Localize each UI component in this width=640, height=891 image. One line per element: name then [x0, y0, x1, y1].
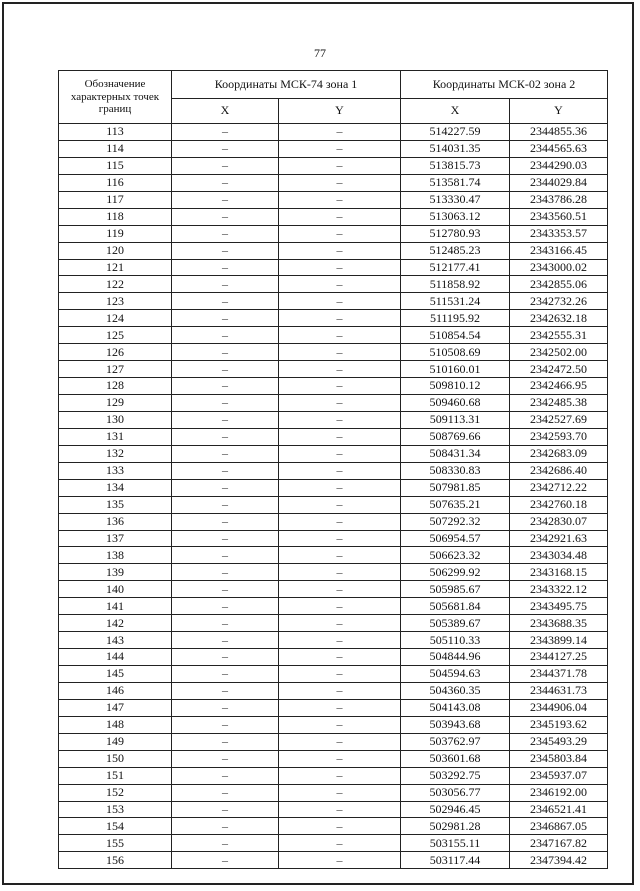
table-row	[59, 242, 608, 259]
point-cell: 147	[59, 699, 172, 716]
msk02-y-cell: 2342632.18	[510, 310, 608, 327]
msk02-y-cell: 2342686.40	[510, 462, 608, 479]
msk02-y-cell: 2344855.36	[510, 124, 608, 141]
point-cell: 132	[59, 445, 172, 462]
msk74-y-cell: –	[279, 327, 401, 344]
msk74-x-cell: –	[172, 157, 279, 174]
msk02-x-cell: 508330.83	[401, 462, 510, 479]
msk74-group-header: Координаты МСК-74 зона 1	[172, 71, 401, 99]
table-row	[59, 276, 608, 293]
msk02-x-cell: 512780.93	[401, 225, 510, 242]
point-cell: 156	[59, 852, 172, 869]
table-row	[59, 818, 608, 835]
table-row	[59, 140, 608, 157]
msk74-x-cell: –	[172, 530, 279, 547]
msk02-x-cell: 514031.35	[401, 140, 510, 157]
table-row	[59, 682, 608, 699]
msk02-x-cell: 505389.67	[401, 615, 510, 632]
msk02-y-cell: 2342593.70	[510, 428, 608, 445]
msk74-y-cell: –	[279, 242, 401, 259]
msk02-y-cell: 2343000.02	[510, 259, 608, 276]
msk74-x-cell: –	[172, 564, 279, 581]
msk02-y-cell: 2343322.12	[510, 581, 608, 598]
msk02-x-cell: 511531.24	[401, 293, 510, 310]
point-cell: 120	[59, 242, 172, 259]
msk74-x-cell: –	[172, 327, 279, 344]
msk74-y-cell: –	[279, 344, 401, 361]
msk74-y-cell: –	[279, 716, 401, 733]
msk02-y-cell: 2346521.41	[510, 801, 608, 818]
msk74-x-cell: –	[172, 462, 279, 479]
msk02-y-cell: 2344029.84	[510, 174, 608, 191]
msk74-y-cell: –	[279, 767, 401, 784]
msk74-y-header: Y	[279, 99, 401, 124]
table-row	[59, 666, 608, 683]
msk02-y-cell: 2342502.00	[510, 344, 608, 361]
table-row	[59, 615, 608, 632]
point-cell: 118	[59, 208, 172, 225]
msk74-x-cell: –	[172, 784, 279, 801]
msk02-y-cell: 2344371.78	[510, 666, 608, 683]
msk02-y-cell: 2342760.18	[510, 496, 608, 513]
msk02-x-cell: 504360.35	[401, 682, 510, 699]
table-row	[59, 767, 608, 784]
point-cell: 140	[59, 581, 172, 598]
msk02-y-cell: 2342921.63	[510, 530, 608, 547]
msk02-x-cell: 502981.28	[401, 818, 510, 835]
msk74-x-cell: –	[172, 835, 279, 852]
msk02-x-cell: 510508.69	[401, 344, 510, 361]
point-cell: 135	[59, 496, 172, 513]
table-row	[59, 784, 608, 801]
msk02-y-cell: 2344565.63	[510, 140, 608, 157]
msk02-x-cell: 509810.12	[401, 378, 510, 395]
msk74-y-cell: –	[279, 174, 401, 191]
table-row	[59, 733, 608, 750]
msk74-y-cell: –	[279, 666, 401, 683]
msk74-y-cell: –	[279, 547, 401, 564]
table-row	[59, 462, 608, 479]
msk74-y-cell: –	[279, 462, 401, 479]
msk74-y-cell: –	[279, 496, 401, 513]
table-row	[59, 310, 608, 327]
msk02-x-cell: 510854.54	[401, 327, 510, 344]
table-row	[59, 157, 608, 174]
msk74-y-cell: –	[279, 124, 401, 141]
msk74-y-cell: –	[279, 615, 401, 632]
table-row	[59, 479, 608, 496]
msk74-x-cell: –	[172, 733, 279, 750]
msk02-x-cell: 508769.66	[401, 428, 510, 445]
msk74-x-cell: –	[172, 344, 279, 361]
point-cell: 125	[59, 327, 172, 344]
point-cell: 128	[59, 378, 172, 395]
point-cell: 134	[59, 479, 172, 496]
msk02-y-cell: 2342527.69	[510, 411, 608, 428]
msk02-y-cell: 2345193.62	[510, 716, 608, 733]
msk74-y-cell: –	[279, 293, 401, 310]
msk74-x-cell: –	[172, 208, 279, 225]
msk74-x-cell: –	[172, 445, 279, 462]
point-cell: 116	[59, 174, 172, 191]
msk02-y-cell: 2343560.51	[510, 208, 608, 225]
msk74-y-cell: –	[279, 852, 401, 869]
msk02-y-cell: 2342555.31	[510, 327, 608, 344]
point-cell: 137	[59, 530, 172, 547]
table-row	[59, 259, 608, 276]
msk74-x-cell: –	[172, 818, 279, 835]
point-cell: 148	[59, 716, 172, 733]
msk74-y-cell: –	[279, 513, 401, 530]
point-cell: 119	[59, 225, 172, 242]
msk74-x-cell: –	[172, 259, 279, 276]
table-row	[59, 547, 608, 564]
msk74-x-cell: –	[172, 682, 279, 699]
table-row	[59, 395, 608, 412]
point-cell: 150	[59, 750, 172, 767]
msk74-x-cell: –	[172, 428, 279, 445]
msk74-x-cell: –	[172, 716, 279, 733]
msk02-x-cell: 504844.96	[401, 649, 510, 666]
msk74-x-cell: –	[172, 750, 279, 767]
table-row	[59, 699, 608, 716]
msk02-x-cell: 506623.32	[401, 547, 510, 564]
table-body	[59, 124, 608, 869]
msk74-y-cell: –	[279, 378, 401, 395]
msk02-y-cell: 2344127.25	[510, 649, 608, 666]
msk02-x-cell: 512485.23	[401, 242, 510, 259]
msk02-y-cell: 2342683.09	[510, 445, 608, 462]
table-row	[59, 716, 608, 733]
msk02-y-header: Y	[510, 99, 608, 124]
msk74-y-cell: –	[279, 208, 401, 225]
point-cell: 152	[59, 784, 172, 801]
msk74-x-cell: –	[172, 547, 279, 564]
msk02-x-cell: 508431.34	[401, 445, 510, 462]
msk02-y-cell: 2345803.84	[510, 750, 608, 767]
msk02-x-cell: 509460.68	[401, 395, 510, 412]
point-column-header: Обозначение характерных точек границ	[59, 71, 172, 124]
msk02-x-cell: 505681.84	[401, 598, 510, 615]
msk74-x-cell: –	[172, 361, 279, 378]
msk74-x-cell: –	[172, 615, 279, 632]
table-row	[59, 496, 608, 513]
table-row	[59, 378, 608, 395]
msk74-x-cell: –	[172, 632, 279, 649]
table-row	[59, 513, 608, 530]
msk74-x-cell: –	[172, 496, 279, 513]
msk74-y-cell: –	[279, 530, 401, 547]
point-cell: 143	[59, 632, 172, 649]
msk74-y-cell: –	[279, 361, 401, 378]
msk74-y-cell: –	[279, 564, 401, 581]
point-cell: 136	[59, 513, 172, 530]
msk74-y-cell: –	[279, 191, 401, 208]
msk02-x-cell: 503762.97	[401, 733, 510, 750]
msk02-x-cell: 514227.59	[401, 124, 510, 141]
point-cell: 142	[59, 615, 172, 632]
msk74-y-cell: –	[279, 649, 401, 666]
msk02-y-cell: 2342472.50	[510, 361, 608, 378]
point-cell: 115	[59, 157, 172, 174]
msk02-y-cell: 2343168.15	[510, 564, 608, 581]
table-row	[59, 327, 608, 344]
msk02-x-cell: 506299.92	[401, 564, 510, 581]
msk02-y-cell: 2343166.45	[510, 242, 608, 259]
point-cell: 141	[59, 598, 172, 615]
msk74-x-cell: –	[172, 479, 279, 496]
msk02-x-cell: 503117.44	[401, 852, 510, 869]
point-cell: 113	[59, 124, 172, 141]
msk74-y-cell: –	[279, 157, 401, 174]
table-row	[59, 208, 608, 225]
msk74-x-cell: –	[172, 378, 279, 395]
msk02-y-cell: 2347394.42	[510, 852, 608, 869]
msk02-x-cell: 513330.47	[401, 191, 510, 208]
msk74-x-cell: –	[172, 411, 279, 428]
table-row	[59, 124, 608, 141]
msk74-y-cell: –	[279, 581, 401, 598]
msk74-y-cell: –	[279, 479, 401, 496]
msk74-x-cell: –	[172, 191, 279, 208]
msk74-x-cell: –	[172, 225, 279, 242]
table-row	[59, 293, 608, 310]
table-row	[59, 428, 608, 445]
msk74-x-cell: –	[172, 598, 279, 615]
msk74-y-cell: –	[279, 699, 401, 716]
msk02-x-cell: 513815.73	[401, 157, 510, 174]
msk74-y-cell: –	[279, 225, 401, 242]
point-cell: 154	[59, 818, 172, 835]
msk74-y-cell: –	[279, 310, 401, 327]
msk02-x-cell: 513063.12	[401, 208, 510, 225]
msk74-y-cell: –	[279, 395, 401, 412]
table-row	[59, 445, 608, 462]
point-cell: 114	[59, 140, 172, 157]
msk02-x-cell: 503155.11	[401, 835, 510, 852]
msk02-x-cell: 511195.92	[401, 310, 510, 327]
point-cell: 130	[59, 411, 172, 428]
msk74-y-cell: –	[279, 411, 401, 428]
msk02-x-cell: 513581.74	[401, 174, 510, 191]
point-cell: 131	[59, 428, 172, 445]
msk02-x-cell: 507292.32	[401, 513, 510, 530]
point-cell: 129	[59, 395, 172, 412]
table-row	[59, 344, 608, 361]
table-row	[59, 649, 608, 666]
point-cell: 149	[59, 733, 172, 750]
point-cell: 127	[59, 361, 172, 378]
table-row	[59, 564, 608, 581]
msk74-y-cell: –	[279, 259, 401, 276]
msk02-y-cell: 2344906.04	[510, 699, 608, 716]
msk02-x-cell: 506954.57	[401, 530, 510, 547]
msk02-x-cell: 510160.01	[401, 361, 510, 378]
coordinates-table	[58, 70, 608, 869]
point-cell: 133	[59, 462, 172, 479]
table-row	[59, 801, 608, 818]
msk74-y-cell: –	[279, 750, 401, 767]
msk74-x-cell: –	[172, 242, 279, 259]
msk02-group-header: Координаты МСК-02 зона 2	[401, 71, 608, 99]
msk74-x-cell: –	[172, 140, 279, 157]
msk02-x-cell: 512177.41	[401, 259, 510, 276]
msk74-x-cell: –	[172, 174, 279, 191]
msk02-y-cell: 2343688.35	[510, 615, 608, 632]
msk74-x-cell: –	[172, 767, 279, 784]
point-cell: 123	[59, 293, 172, 310]
msk02-y-cell: 2343899.14	[510, 632, 608, 649]
msk74-x-cell: –	[172, 293, 279, 310]
table-row	[59, 581, 608, 598]
msk02-x-cell: 509113.31	[401, 411, 510, 428]
msk02-x-cell: 505985.67	[401, 581, 510, 598]
msk02-y-cell: 2343353.57	[510, 225, 608, 242]
msk74-x-cell: –	[172, 666, 279, 683]
msk74-y-cell: –	[279, 835, 401, 852]
point-cell: 153	[59, 801, 172, 818]
msk02-x-cell: 503943.68	[401, 716, 510, 733]
table-row	[59, 191, 608, 208]
point-cell: 144	[59, 649, 172, 666]
table-row	[59, 174, 608, 191]
table-row	[59, 411, 608, 428]
msk74-y-cell: –	[279, 733, 401, 750]
msk02-y-cell: 2346192.00	[510, 784, 608, 801]
msk02-y-cell: 2343034.48	[510, 547, 608, 564]
msk02-y-cell: 2342466.95	[510, 378, 608, 395]
msk74-x-cell: –	[172, 581, 279, 598]
table-row	[59, 530, 608, 547]
msk74-x-cell: –	[172, 513, 279, 530]
msk02-y-cell: 2342732.26	[510, 293, 608, 310]
table-row	[59, 632, 608, 649]
msk74-y-cell: –	[279, 276, 401, 293]
msk02-y-cell: 2342712.22	[510, 479, 608, 496]
msk02-y-cell: 2344290.03	[510, 157, 608, 174]
table-row	[59, 361, 608, 378]
msk02-x-cell: 503601.68	[401, 750, 510, 767]
table-row	[59, 598, 608, 615]
msk74-x-cell: –	[172, 801, 279, 818]
msk02-x-cell: 502946.45	[401, 801, 510, 818]
msk74-y-cell: –	[279, 140, 401, 157]
table-row	[59, 852, 608, 869]
msk02-y-cell: 2342830.07	[510, 513, 608, 530]
msk02-x-cell: 504143.08	[401, 699, 510, 716]
point-cell: 146	[59, 682, 172, 699]
msk74-x-cell: –	[172, 395, 279, 412]
msk74-y-cell: –	[279, 632, 401, 649]
msk74-x-cell: –	[172, 310, 279, 327]
point-cell: 139	[59, 564, 172, 581]
point-cell: 126	[59, 344, 172, 361]
msk74-y-cell: –	[279, 784, 401, 801]
table-row	[59, 750, 608, 767]
msk74-x-cell: –	[172, 852, 279, 869]
point-cell: 155	[59, 835, 172, 852]
msk02-y-cell: 2343495.75	[510, 598, 608, 615]
msk02-x-header: X	[401, 99, 510, 124]
msk02-x-cell: 511858.92	[401, 276, 510, 293]
msk02-y-cell: 2346867.05	[510, 818, 608, 835]
msk02-y-cell: 2347167.82	[510, 835, 608, 852]
msk02-y-cell: 2344631.73	[510, 682, 608, 699]
msk74-y-cell: –	[279, 682, 401, 699]
msk74-y-cell: –	[279, 801, 401, 818]
msk02-y-cell: 2342855.06	[510, 276, 608, 293]
msk02-y-cell: 2342485.38	[510, 395, 608, 412]
point-cell: 138	[59, 547, 172, 564]
msk74-y-cell: –	[279, 428, 401, 445]
msk74-y-cell: –	[279, 445, 401, 462]
msk02-x-cell: 507635.21	[401, 496, 510, 513]
page-number: 77	[314, 46, 326, 60]
table-row	[59, 225, 608, 242]
msk74-x-cell: –	[172, 276, 279, 293]
msk02-y-cell: 2345937.07	[510, 767, 608, 784]
point-cell: 145	[59, 666, 172, 683]
msk02-x-cell: 507981.85	[401, 479, 510, 496]
table-row	[59, 835, 608, 852]
msk74-x-cell: –	[172, 649, 279, 666]
msk02-y-cell: 2345493.29	[510, 733, 608, 750]
msk74-y-cell: –	[279, 598, 401, 615]
msk74-x-header: X	[172, 99, 279, 124]
point-cell: 122	[59, 276, 172, 293]
msk74-x-cell: –	[172, 124, 279, 141]
point-cell: 151	[59, 767, 172, 784]
point-cell: 121	[59, 259, 172, 276]
msk02-x-cell: 503056.77	[401, 784, 510, 801]
msk74-x-cell: –	[172, 699, 279, 716]
msk02-x-cell: 505110.33	[401, 632, 510, 649]
msk02-x-cell: 504594.63	[401, 666, 510, 683]
point-cell: 124	[59, 310, 172, 327]
msk02-y-cell: 2343786.28	[510, 191, 608, 208]
msk74-y-cell: –	[279, 818, 401, 835]
msk02-x-cell: 503292.75	[401, 767, 510, 784]
point-cell: 117	[59, 191, 172, 208]
